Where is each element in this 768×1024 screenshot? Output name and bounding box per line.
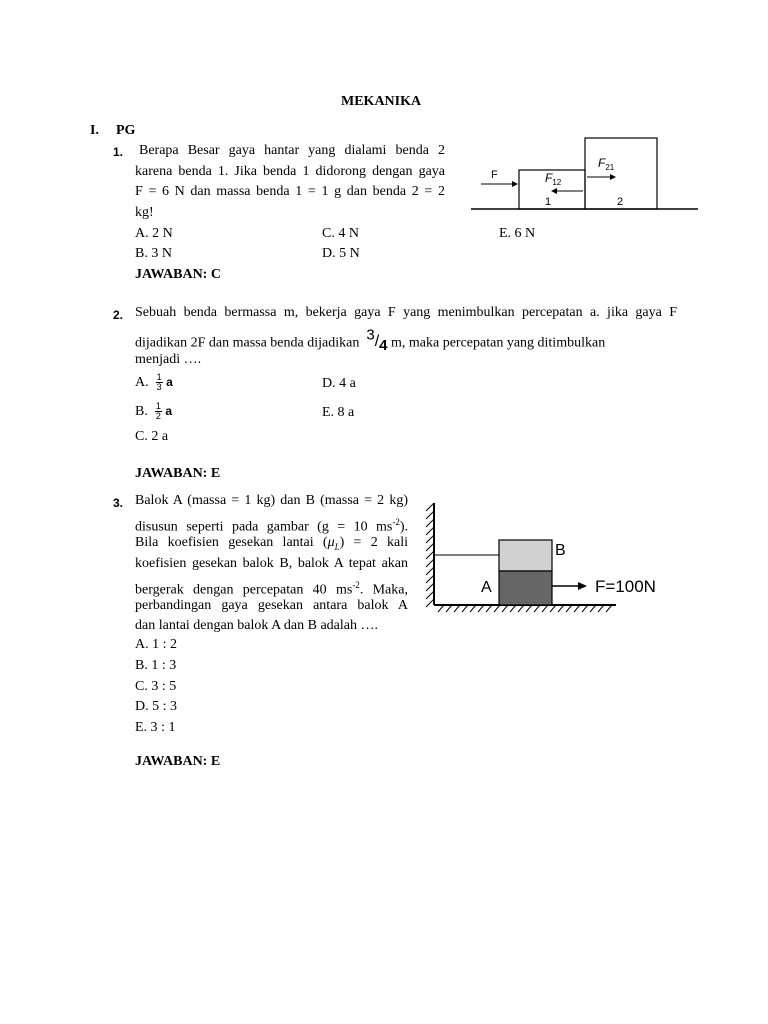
block-a — [499, 571, 552, 605]
force-label: F=100N — [595, 577, 656, 596]
floor-hatching — [438, 605, 612, 612]
question-line: disusun seperti pada gambar (g = 10 $ms^{-2}$). — [135, 517, 408, 535]
question-line: perbandingan gaya gesekan antara balok A — [135, 598, 408, 613]
fraction-one-third: $\frac{1}{3}$ — [156, 372, 162, 393]
f12-label: $F_{12}$ — [545, 171, 562, 187]
option-b[interactable]: B. $\frac{1}{2}$ a — [135, 401, 173, 422]
question-number: 3. — [113, 496, 124, 510]
line-text: dijadikan 2F dan massa benda dijadikan — [135, 335, 360, 351]
question-line: Bila koefisien gesekan lantai $(\mu_L) = 2$ kali — [135, 535, 408, 552]
figure-stacked-blocks — [424, 498, 674, 618]
section-numeral: I. — [90, 123, 99, 138]
question-line: dan lantai dengan balok A dan B adalah …. — [135, 618, 378, 633]
option-b[interactable]: B. 3 N — [135, 246, 172, 261]
option-e[interactable]: E. 6 N — [499, 226, 536, 241]
option-d[interactable]: D. 5 : 3 — [135, 699, 177, 714]
block-2-label: 2 — [617, 196, 624, 208]
fraction-three-quarters: $^3/_4$ — [366, 327, 388, 355]
answer-label: JAWABAN: C — [135, 267, 221, 282]
option-e[interactable]: E. 8 a — [322, 405, 355, 420]
option-e[interactable]: E. 3 : 1 — [135, 720, 176, 735]
section-label: PG — [116, 123, 136, 138]
option-a[interactable]: A. 1 : 2 — [135, 637, 177, 652]
option-c[interactable]: C. 2 a — [135, 429, 169, 444]
option-d[interactable]: D. 5 N — [322, 246, 360, 261]
block-b — [499, 540, 552, 571]
fraction-one-half: $\frac{1}{2}$ — [155, 401, 161, 422]
question-line: kg! — [135, 205, 154, 220]
block-1-label: 1 — [545, 196, 552, 208]
option-b[interactable]: B. 1 : 3 — [135, 658, 177, 673]
option-c[interactable]: C. 3 : 5 — [135, 679, 177, 694]
question-line: Balok A (massa = 1 kg) dan B (massa = 2 kg) — [135, 493, 408, 508]
question-line: Berapa Besar gaya hantar yang dialami benda 2 — [139, 143, 445, 158]
question-line: karena benda 1. Jika benda 1 didorong dengan gaya — [135, 164, 445, 179]
figure-two-blocks — [465, 132, 705, 214]
force-label: F — [491, 169, 498, 181]
option-d[interactable]: D. 4 a — [322, 376, 356, 391]
option-c[interactable]: C. 4 N — [322, 226, 359, 241]
option-a[interactable]: A. $\frac{1}{3}$ a — [135, 372, 173, 393]
option-a[interactable]: A. 2 N — [135, 226, 173, 241]
question-number: 2. — [113, 308, 124, 322]
wall-hatching — [426, 503, 434, 607]
line-text: m, maka percepatan yang ditimbulkan — [390, 335, 606, 351]
question-line — [135, 327, 605, 356]
block-a-label: A — [481, 579, 492, 596]
question-line: koefisien gesekan balok B, balok A tepat akan — [135, 556, 408, 571]
question-line: menjadi …. — [135, 352, 202, 367]
question-line: bergerak dengan percepatan 40 $ms^{-2}$. Maka, — [135, 580, 408, 598]
question-line: F = 6 N dan massa benda 1 = 1 g dan benda 2 = 2 — [135, 184, 445, 199]
question-number: 1. — [113, 145, 124, 159]
mu-symbol: μ — [327, 535, 335, 550]
answer-label: JAWABAN: E — [135, 754, 221, 769]
answer-label: JAWABAN: E — [135, 466, 221, 481]
block-b-label: B — [555, 542, 566, 559]
question-line: Sebuah benda bermassa m, bekerja gaya F yang menimbulkan percepatan a. jika gaya F — [135, 305, 677, 320]
page-title: MEKANIKA — [341, 94, 422, 109]
f21-label: $F_{21}$ — [598, 156, 615, 172]
